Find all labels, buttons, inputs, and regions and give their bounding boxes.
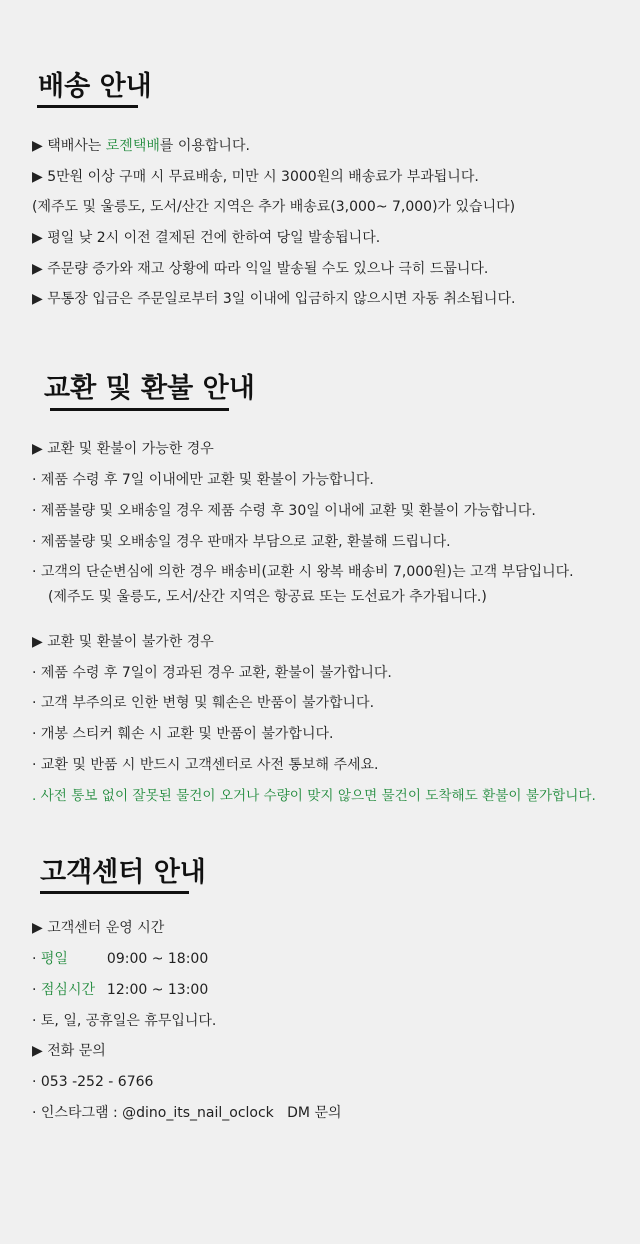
cs-instagram-line[interactable]: · 인스타그램 : @dino_its_nail_oclock DM 문의 — [32, 1105, 342, 1121]
shipping-same-day-line: ▶ 평일 낮 2시 이전 결제된 건에 한하여 당일 발송됩니다. — [32, 230, 381, 246]
exchange-possible-item: · 제품 수령 후 7일 이내에만 교환 및 환불이 가능합니다. — [32, 472, 374, 488]
exchange-impossible-item: · 개봉 스티커 훼손 시 교환 및 반품이 불가합니다. — [32, 726, 334, 742]
exchange-title: 교환 및 환불 안내 — [44, 373, 255, 404]
weekday-time: 09:00 ~ 18:00 — [106, 951, 209, 967]
shipping-title-underline — [37, 105, 138, 108]
shipping-delay-line: ▶ 주문량 증가와 재고 상황에 따라 익일 발송될 수도 있으나 극히 드뭅니다. — [32, 261, 489, 277]
exchange-impossible-item: · 제품 수령 후 7일이 경과된 경우 교환, 환불이 불가합니다. — [32, 665, 392, 681]
cs-weekday-row — [32, 949, 208, 969]
bullet: · — [32, 982, 41, 998]
exchange-possible-header: ▶ 교환 및 환불이 가능한 경우 — [32, 441, 214, 457]
exchange-warning: . 사전 통보 없이 잘못된 물건이 오거나 수량이 맞지 않으면 물건이 도착해도 환불이 불가합니다. — [32, 788, 596, 804]
exchange-possible-item: · 제품불량 및 오배송일 경우 판매자 부담으로 교환, 환불해 드립니다. — [32, 534, 451, 550]
cs-hours-header: ▶ 고객센터 운영 시간 — [32, 920, 165, 936]
weekday-label: 평일 — [40, 951, 68, 967]
cs-lunch-row — [32, 980, 208, 1000]
shipping-title: 배송 안내 — [38, 71, 152, 102]
shipping-cancel-line: ▶ 무통장 입금은 주문일로부터 3일 이내에 입금하지 않으시면 자동 취소됩니다. — [32, 291, 516, 307]
exchange-possible-item: · 제품불량 및 오배송일 경우 제품 수령 후 30일 이내에 교환 및 환불이 가능합니다. — [32, 503, 536, 519]
shipping-courier-pre: ▶ 택배사는 — [32, 138, 106, 154]
cs-holiday-line: · 토, 일, 공휴일은 휴무입니다. — [32, 1013, 217, 1029]
exchange-impossible-item: · 고객 부주의로 인한 변형 및 훼손은 반품이 불가합니다. — [32, 695, 375, 711]
lunch-time: 12:00 ~ 13:00 — [106, 982, 209, 998]
cs-title: 고객센터 안내 — [40, 857, 206, 888]
cs-title-underline — [40, 891, 189, 894]
shipping-courier-post: 를 이용합니다. — [159, 138, 250, 154]
exchange-impossible-header: ▶ 교환 및 환불이 불가한 경우 — [32, 634, 214, 650]
shipping-fee-line: ▶ 5만원 이상 구매 시 무료배송, 미만 시 3000원의 배송료가 부과됩니다. — [32, 169, 479, 185]
exchange-title-underline — [50, 408, 229, 411]
shipping-extra-fee-line: (제주도 및 울릉도, 도서/산간 지역은 추가 배송료(3,000~ 7,000)가 있습니다) — [32, 199, 516, 215]
lunch-label: 점심시간 — [40, 982, 96, 998]
exchange-possible-note: (제주도 및 울릉도, 도서/산간 지역은 항공료 또는 도선료가 추가됩니다.) — [48, 589, 487, 605]
bullet: · — [32, 951, 41, 967]
exchange-impossible-item: · 교환 및 반품 시 반드시 고객센터로 사전 통보해 주세요. — [32, 757, 379, 773]
cs-phone-header: ▶ 전화 문의 — [32, 1043, 106, 1059]
exchange-possible-item: · 고객의 단순변심에 의한 경우 배송비(교환 시 왕복 배송비 7,000원)는 고객 부담입니다. — [32, 564, 574, 580]
courier-name: 로젠택배 — [105, 138, 160, 154]
cs-phone-number[interactable]: · 053 -252 - 6766 — [32, 1074, 154, 1090]
shipping-courier-line — [32, 136, 250, 156]
